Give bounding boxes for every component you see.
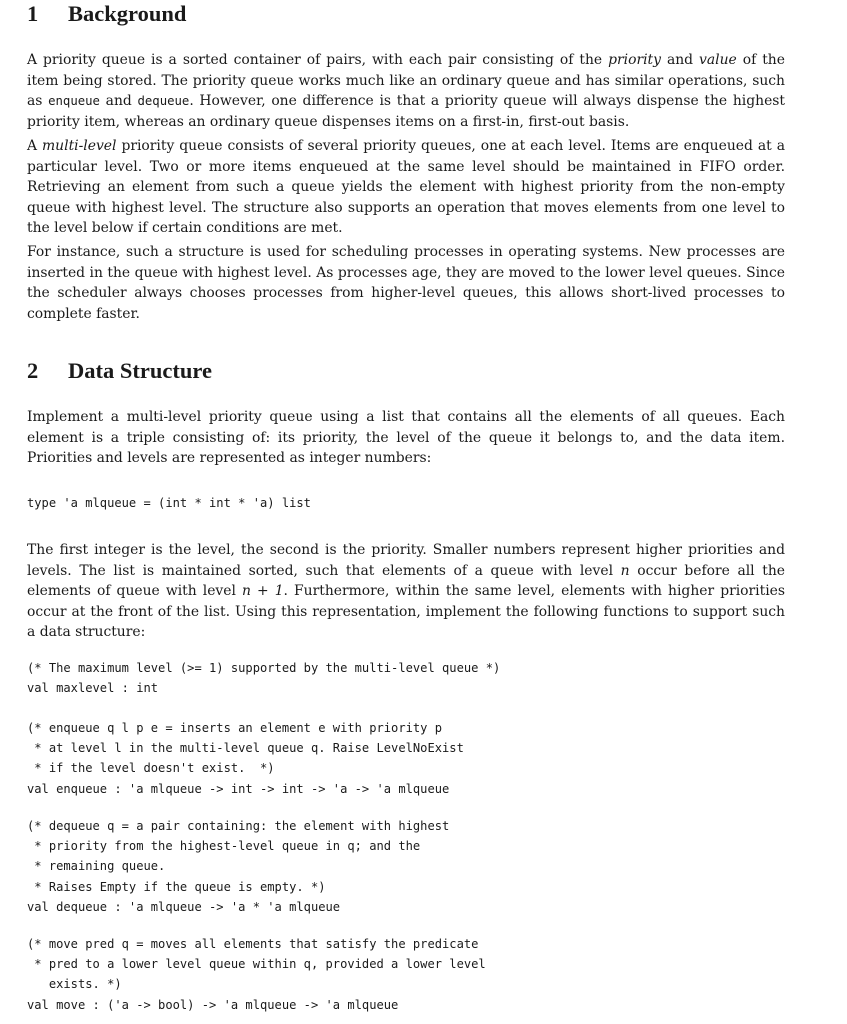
section-1-paragraph-3: For instance, such a structure is used for scheduling processes in operating systems. New processes are inserted in the queue with highest level. As processes age, they are moved to the lower level queues. Since the scheduler always chooses processes from higher-level queues, this allows short-lived processes to complete faster.	[27, 244, 785, 322]
section-1-title: Background	[68, 1, 187, 26]
section-2-number: 2	[27, 358, 39, 383]
section-2-paragraph-1: Implement a multi-level priority queue using a list that contains all the elements of all queues. Each element is a triple consisting of: its priority, the level of the queue it belongs to, and the data item. Priorities and levels are represented as integer numbers:	[27, 409, 785, 466]
type-definition-code: type 'a mlqueue = (int * int * 'a) list	[27, 496, 311, 510]
section-1-paragraph-1: A priority queue is a sorted container of pairs, with each pair consisting of the priority and value of the item being stored. The priority queue works much like an ordinary queue and has similar operations, such as enqueue and dequeue. However, one difference is that a priority queue will always dispense the highest priority item, whereas an ordinary queue dispenses items on a first-in, first-out basis.	[27, 52, 786, 130]
section-1-number: 1	[27, 1, 39, 26]
dequeue-signature-code: (* dequeue q = a pair containing: the element with highest * priority from the highest-level queue in q; and the * remaining queue. * Raises Empty if the queue is empty. *) val dequeue : 'a mlqueue -> 'a * 'a mlqueue	[27, 819, 450, 914]
section-2-title: Data Structure	[68, 358, 212, 383]
section-1-heading	[27, 1, 186, 27]
move-signature-code: (* move pred q = moves all elements that satisfy the predicate * pred to a lower level queue within q, provided a lower level exists. *) val move : ('a -> bool) -> 'a mlqueue -> 'a mlqueue	[27, 937, 486, 1012]
enqueue-signature-code: (* enqueue q l p e = inserts an element e with priority p * at level l in the multi-level queue q. Raise LevelNoExist * if the level doesn't exist. *) val enqueue : 'a mlqueue -> int -> int -> 'a -> 'a mlqueue	[27, 721, 464, 796]
section-2-paragraph-2: The first integer is the level, the second is the priority. Smaller numbers represent higher priorities and levels. The list is maintained sorted, such that elements of a queue with level n occur before all the elements of queue with level n + 1. Furthermore, within the same level, elements with higher priorities occur at the front of the list. Using this representation, implement the following functions to support such a data structure:	[27, 542, 786, 640]
section-1-paragraph-2: A multi-level priority queue consists of several priority queues, one at each level. Items are enqueued at a particular level. Two or more items enqueued at the same level should be maintained in FIFO order. Retrieving an element from such a queue yields the element with highest priority from the non-empty queue with highest level. The structure also supports an operation that moves elements from one level to the level below if certain conditions are met.	[27, 138, 785, 236]
maxlevel-signature-code: (* The maximum level (>= 1) supported by the multi-level queue *) val maxlevel : int	[27, 661, 501, 696]
section-2-heading	[27, 358, 212, 384]
